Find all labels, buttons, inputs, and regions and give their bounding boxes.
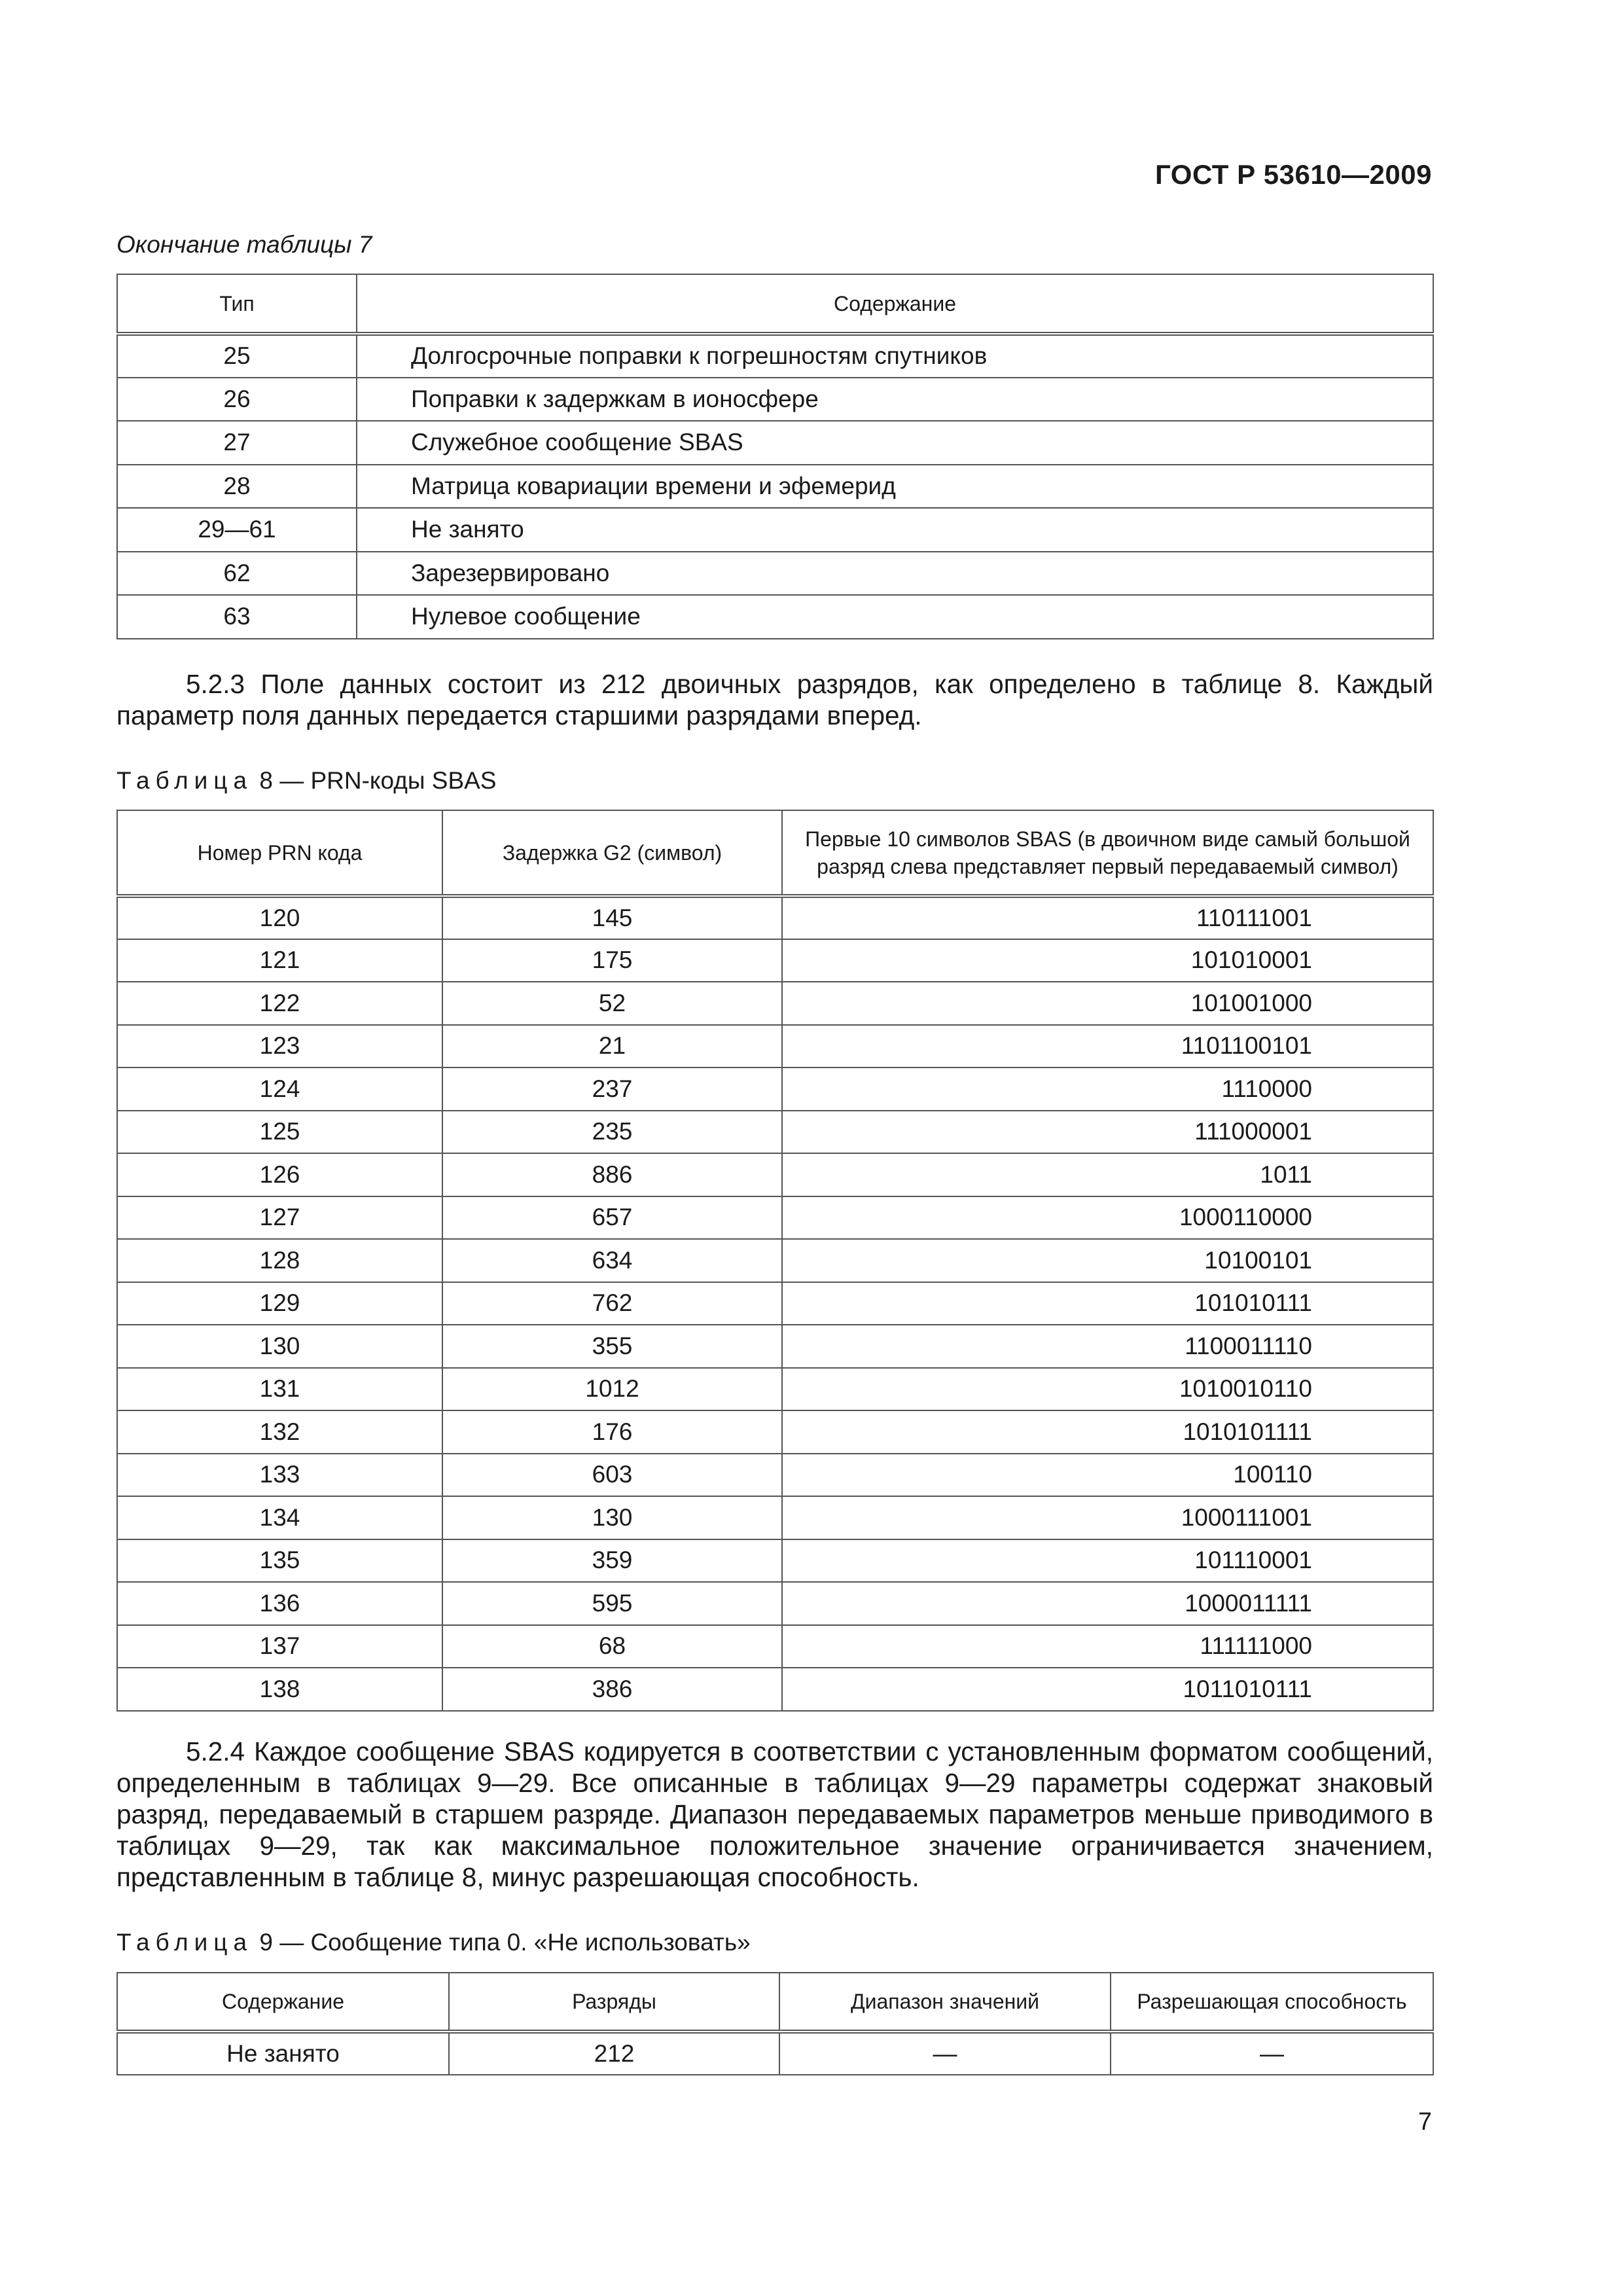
- table9-header-range: Диапазон значений: [779, 1973, 1111, 2032]
- table7-row-cell: 27: [117, 421, 357, 465]
- table8-row-cell: 133: [117, 1454, 442, 1497]
- table8-row-cell: 21: [442, 1025, 782, 1068]
- table9-row-cell: 212: [449, 2032, 779, 2075]
- table8-row-cell: 137: [117, 1625, 442, 1668]
- table8-row-cell: 124: [117, 1067, 442, 1111]
- table7-caption: Окончание таблицы 7: [116, 231, 372, 258]
- table7-row-cell: Поправки к задержкам в ионосфере: [357, 378, 1433, 422]
- table8-row: [117, 1539, 1433, 1583]
- table8-row-cell: 52: [442, 982, 782, 1025]
- table8: [116, 810, 1434, 1712]
- table8-row: [117, 1239, 1433, 1282]
- table8-row: [117, 896, 1433, 939]
- table8-row: [117, 1153, 1433, 1196]
- table9-header-content: Содержание: [117, 1973, 449, 2032]
- table8-row-cell: 634: [442, 1239, 782, 1282]
- table8-row-cell: 138: [117, 1668, 442, 1711]
- table7-row: [117, 334, 1433, 378]
- table8-row-cell: 136: [117, 1582, 442, 1625]
- table8-row-cell: 886: [442, 1153, 782, 1196]
- table9-header-bits: Разряды: [449, 1973, 779, 2032]
- table8-row-cell: 101010111: [782, 1282, 1433, 1325]
- table7-row-cell: 26: [117, 378, 357, 422]
- table8-row: [117, 1454, 1433, 1497]
- table8-row-cell: 1000110000: [782, 1196, 1433, 1240]
- table8-row: [117, 939, 1433, 982]
- table8-row-cell: 359: [442, 1539, 782, 1583]
- table7-row: [117, 508, 1433, 552]
- table7-row: [117, 378, 1433, 422]
- table8-row-cell: 1011010111: [782, 1668, 1433, 1711]
- table8-row-cell: 125: [117, 1111, 442, 1154]
- table8-row-cell: 657: [442, 1196, 782, 1240]
- table7-row-cell: 25: [117, 334, 357, 378]
- table8-row: [117, 1282, 1433, 1325]
- table7-row-cell: Долгосрочные поправки к погрешностям спутников: [357, 334, 1433, 378]
- table8-row-cell: 1012: [442, 1368, 782, 1411]
- table8-header-delay: Задержка G2 (символ): [442, 810, 782, 896]
- table8-row: [117, 1111, 1433, 1154]
- table9-row-cell: —: [779, 2032, 1111, 2075]
- table8-row-cell: 355: [442, 1325, 782, 1368]
- table7-header-type: Тип: [117, 274, 357, 334]
- table8-row-cell: 110111001: [782, 896, 1433, 939]
- table9: [116, 1972, 1434, 2075]
- table8-row: [117, 1625, 1433, 1668]
- table9-header-row: [117, 1973, 1433, 2032]
- paragraph-5-2-3: 5.2.3 Поле данных состоит из 212 двоичных разрядов, как определено в таблице 8. Каждый параметр поля данных передается старшими разрядами вперед.: [116, 669, 1433, 730]
- table8-row-cell: 126: [117, 1153, 442, 1196]
- table9-caption-title: 9 — Сообщение типа 0. «Не использовать»: [259, 1929, 751, 1956]
- table8-row-cell: 122: [117, 982, 442, 1025]
- table8-row-cell: 130: [117, 1325, 442, 1368]
- table8-row-cell: 130: [442, 1496, 782, 1539]
- table8-row-cell: 1000111001: [782, 1496, 1433, 1539]
- table8-row-cell: 1100011110: [782, 1325, 1433, 1368]
- table8-row-cell: 120: [117, 896, 442, 939]
- table8-row-cell: 129: [117, 1282, 442, 1325]
- table8-row: [117, 1196, 1433, 1240]
- paragraph-5-2-4: 5.2.4 Каждое сообщение SBAS кодируется в соответствии с установленным форматом сообщений, определенным в таблицах 9—29. Все описанные в таблицах 9—29 параметры содержат знаковый разряд, передаваемый в старшем разряде. Диапазон передаваемых параметров меньше приводимого в таблицах 9—29, так как максимальное положительное значение ограничивается значением, представленным в таблице 8, минус разрешающая способность.: [116, 1736, 1433, 1892]
- table8-row: [117, 1067, 1433, 1111]
- table8-row-cell: 1011: [782, 1153, 1433, 1196]
- table8-row-cell: 235: [442, 1111, 782, 1154]
- table8-row-cell: 595: [442, 1582, 782, 1625]
- table8-row-cell: 131: [117, 1368, 442, 1411]
- table8-row-cell: 1110000: [782, 1067, 1433, 1111]
- table8-row-cell: 100110: [782, 1454, 1433, 1497]
- table7-row-cell: Нулевое сообщение: [357, 595, 1433, 639]
- table8-header-prn: Номер PRN кода: [117, 810, 442, 896]
- table8-row-cell: 128: [117, 1239, 442, 1282]
- table8-row-cell: 1101100101: [782, 1025, 1433, 1068]
- table8-row-cell: 132: [117, 1410, 442, 1454]
- table8-row-cell: 135: [117, 1539, 442, 1583]
- table9-row-cell: —: [1111, 2032, 1433, 2075]
- table8-row-cell: 1000011111: [782, 1582, 1433, 1625]
- table8-row-cell: 111000001: [782, 1111, 1433, 1154]
- table8-header-row: [117, 810, 1433, 896]
- table8-row-cell: 101110001: [782, 1539, 1433, 1583]
- table9-caption-label: Таблица: [116, 1929, 253, 1956]
- table8-row-cell: 603: [442, 1454, 782, 1497]
- table8-row-cell: 1010010110: [782, 1368, 1433, 1411]
- table8-caption-label: Таблица: [116, 767, 253, 794]
- table8-row-cell: 386: [442, 1668, 782, 1711]
- table9-row-cell: Не занято: [117, 2032, 449, 2075]
- table7-row-cell: Зарезервировано: [357, 552, 1433, 596]
- table7-row-cell: Не занято: [357, 508, 1433, 552]
- table7-row-cell: 63: [117, 595, 357, 639]
- table8-row: [117, 1368, 1433, 1411]
- table8-row-cell: 1010101111: [782, 1410, 1433, 1454]
- table8-row-cell: 10100101: [782, 1239, 1433, 1282]
- table8-row-cell: 121: [117, 939, 442, 982]
- table8-row-cell: 762: [442, 1282, 782, 1325]
- table8-row-cell: 175: [442, 939, 782, 982]
- table7-row-cell: Матрица ковариации времени и эфемерид: [357, 465, 1433, 509]
- table8-row-cell: 176: [442, 1410, 782, 1454]
- table8-caption: [116, 767, 496, 795]
- table8-row: [117, 1410, 1433, 1454]
- table8-row-cell: 111111000: [782, 1625, 1433, 1668]
- table7-row: [117, 595, 1433, 639]
- document-code: ГОСТ Р 53610—2009: [1155, 159, 1432, 190]
- table7: [116, 274, 1434, 639]
- table9-row: [117, 2032, 1433, 2075]
- table8-row-cell: 237: [442, 1067, 782, 1111]
- table7-header-row: [117, 274, 1433, 334]
- table8-row-cell: 101010001: [782, 939, 1433, 982]
- table8-row-cell: 68: [442, 1625, 782, 1668]
- table7-row: [117, 465, 1433, 509]
- table7-row-cell: Служебное сообщение SBAS: [357, 421, 1433, 465]
- table8-row-cell: 134: [117, 1496, 442, 1539]
- table8-row: [117, 982, 1433, 1025]
- table8-caption-title: 8 — PRN-коды SBAS: [259, 767, 497, 794]
- table7-header-content: Содержание: [357, 274, 1433, 334]
- table8-row-cell: 101001000: [782, 982, 1433, 1025]
- table7-row-cell: 29—61: [117, 508, 357, 552]
- table8-row-cell: 127: [117, 1196, 442, 1240]
- table8-row: [117, 1582, 1433, 1625]
- table8-row: [117, 1025, 1433, 1068]
- table8-header-symbols: Первые 10 символов SBAS (в двоичном виде самый большой разряд слева представляет первый передаваемый символ): [782, 810, 1433, 896]
- table8-row-cell: 145: [442, 896, 782, 939]
- table7-row: [117, 421, 1433, 465]
- table9-caption: [116, 1929, 751, 1956]
- table7-row: [117, 552, 1433, 596]
- table9-header-resolution: Разрешающая способность: [1111, 1973, 1433, 2032]
- table8-row: [117, 1325, 1433, 1368]
- table7-row-cell: 62: [117, 552, 357, 596]
- table8-row: [117, 1668, 1433, 1711]
- page-number: 7: [1418, 2108, 1432, 2136]
- table7-row-cell: 28: [117, 465, 357, 509]
- table8-row: [117, 1496, 1433, 1539]
- table8-row-cell: 123: [117, 1025, 442, 1068]
